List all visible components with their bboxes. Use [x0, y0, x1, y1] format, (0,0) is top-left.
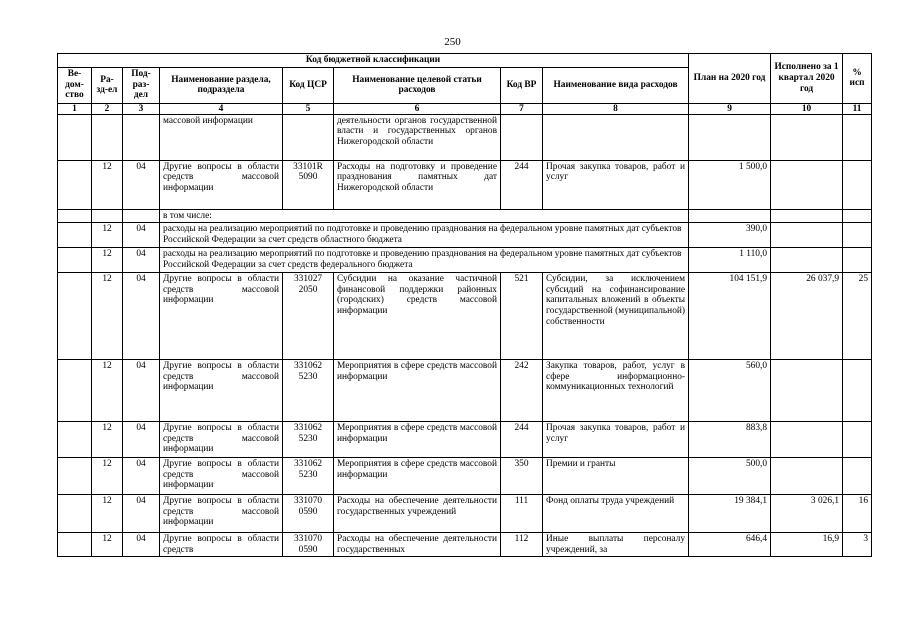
cell-exec: 3 026,1	[771, 495, 843, 533]
cell-pct: 3	[843, 533, 872, 557]
column-number: 1	[58, 103, 92, 114]
cell-plan: 1 500,0	[689, 160, 771, 209]
cell-vr: 244	[501, 422, 543, 458]
cell-razdel: 12	[92, 360, 123, 422]
cell-ved	[58, 458, 92, 495]
cell-target: Расходы на обеспечение деятельности государственных	[334, 533, 501, 557]
column-number: 9	[689, 103, 771, 114]
table-row	[58, 114, 872, 160]
cell-csr: 331070 0590	[283, 495, 334, 533]
header-code-vr: Код ВР	[501, 67, 543, 103]
cell-exec: 26 037,9	[771, 273, 843, 360]
cell-podrazdel: 04	[123, 458, 160, 495]
cell-csr: 331062 5230	[283, 422, 334, 458]
table-row	[58, 422, 872, 458]
cell-csr	[283, 114, 334, 160]
cell-podrazdel	[123, 114, 160, 160]
cell-target: Расходы на обеспечение деятельности государственных учреждений	[334, 495, 501, 533]
cell-vr: 521	[501, 273, 543, 360]
cell-section: Другие вопросы в области средств массовой информации	[160, 160, 283, 209]
column-number: 6	[334, 103, 501, 114]
cell-span-text: расходы на реализацию мероприятий по подготовке и проведению празднования на федеральном уровне памятных дат субъектов Российской Федерации за счет средств федерального бюджета	[160, 248, 689, 273]
in-that-number-label: в том числе:	[160, 209, 689, 223]
cell-section: массовой информации	[160, 114, 283, 160]
cell-type: Закупка товаров, работ, услуг в сфере информационно-коммуникационных технологий	[543, 360, 689, 422]
cell-type: Иные выплаты персоналу учреждений, за	[543, 533, 689, 557]
table-row	[58, 273, 872, 360]
table-row	[58, 360, 872, 422]
cell-section: Другие вопросы в области средств массовой информации	[160, 458, 283, 495]
cell-ved	[58, 422, 92, 458]
cell-exec	[771, 458, 843, 495]
cell-csr: 331070 0590	[283, 533, 334, 557]
cell-podrazdel: 04	[123, 160, 160, 209]
cell-razdel: 12	[92, 422, 123, 458]
header-section-name: Наименование раздела, подраздела	[160, 67, 283, 103]
cell-ved	[58, 273, 92, 360]
cell-section: Другие вопросы в области средств массовой информации	[160, 273, 283, 360]
cell-csr: 33101R 5090	[283, 160, 334, 209]
cell-plan: 500,0	[689, 458, 771, 495]
header-podrazdel: Под-раз-дел	[123, 67, 160, 103]
cell-pct: 25	[843, 273, 872, 360]
table-row	[58, 248, 872, 273]
table-row	[58, 458, 872, 495]
cell-pct	[843, 114, 872, 160]
cell-vr: 244	[501, 160, 543, 209]
column-number: 5	[283, 103, 334, 114]
header-code-csr: Код ЦСР	[283, 67, 334, 103]
cell-plan: 646,4	[689, 533, 771, 557]
cell-ved	[58, 495, 92, 533]
cell-type: Субсидии, за исключением субсидий на софинансирование капитальных вложений в объекты государственной (муниципальной) собственности	[543, 273, 689, 360]
cell-target: Мероприятия в сфере средств массовой информации	[334, 422, 501, 458]
cell-razdel	[92, 114, 123, 160]
cell-vr: 242	[501, 360, 543, 422]
cell-razdel: 12	[92, 248, 123, 273]
cell-section: Другие вопросы в области средств массовой информации	[160, 360, 283, 422]
cell-podrazdel: 04	[123, 422, 160, 458]
cell-pct	[843, 360, 872, 422]
cell-exec	[771, 422, 843, 458]
column-number: 2	[92, 103, 123, 114]
cell-ved	[58, 533, 92, 557]
cell-plan: 1 110,0	[689, 248, 771, 273]
cell-plan: 560,0	[689, 360, 771, 422]
cell-exec: 16,9	[771, 533, 843, 557]
cell-razdel: 12	[92, 273, 123, 360]
column-number: 7	[501, 103, 543, 114]
cell-csr: 331062 5230	[283, 458, 334, 495]
cell-vr: 112	[501, 533, 543, 557]
table-row	[58, 160, 872, 209]
cell-ved	[58, 114, 92, 160]
table-row	[58, 223, 872, 248]
cell-vr: 111	[501, 495, 543, 533]
header-type-name: Наименование вида расходов	[543, 67, 689, 103]
cell-exec	[771, 160, 843, 209]
cell-csr: 331062 5230	[283, 360, 334, 422]
column-number: 8	[543, 103, 689, 114]
header-razdel: Ра-зд-ел	[92, 67, 123, 103]
cell-podrazdel: 04	[123, 495, 160, 533]
cell-vr: 350	[501, 458, 543, 495]
table-row	[58, 533, 872, 557]
cell-razdel: 12	[92, 223, 123, 248]
cell-target: Мероприятия в сфере средств массовой информации	[334, 458, 501, 495]
header-percent: % исп	[843, 54, 872, 104]
column-number: 10	[771, 103, 843, 114]
cell-podrazdel: 04	[123, 248, 160, 273]
cell-target: Мероприятия в сфере средств массовой информации	[334, 360, 501, 422]
cell-podrazdel: 04	[123, 360, 160, 422]
cell-podrazdel: 04	[123, 533, 160, 557]
page-number: 250	[444, 36, 461, 48]
cell-plan: 104 151,9	[689, 273, 771, 360]
header-classification: Код бюджетной классификации	[58, 54, 689, 68]
cell-plan: 390,0	[689, 223, 771, 248]
cell-plan	[689, 114, 771, 160]
cell-pct	[843, 422, 872, 458]
cell-plan: 19 384,1	[689, 495, 771, 533]
cell-exec	[771, 360, 843, 422]
cell-type: Прочая закупка товаров, работ и услуг	[543, 160, 689, 209]
cell-podrazdel: 04	[123, 223, 160, 248]
cell-type: Премии и гранты	[543, 458, 689, 495]
cell-section: Другие вопросы в области средств массовой информации	[160, 422, 283, 458]
header-vedomstvo: Ве-дом-ство	[58, 67, 92, 103]
in-that-number-row	[58, 209, 872, 223]
cell-ved	[58, 360, 92, 422]
cell-razdel: 12	[92, 458, 123, 495]
cell-razdel: 12	[92, 160, 123, 209]
cell-csr: 331027 2050	[283, 273, 334, 360]
column-number: 4	[160, 103, 283, 114]
cell-plan: 883,8	[689, 422, 771, 458]
cell-ved	[58, 160, 92, 209]
column-number: 3	[123, 103, 160, 114]
cell-section: Другие вопросы в области средств	[160, 533, 283, 557]
cell-target: Субсидии на оказание частичной финансовой поддержки районных (городских) средств массовой информации	[334, 273, 501, 360]
column-numbers-row	[58, 103, 872, 114]
header-target-name: Наименование целевой статьи расходов	[334, 67, 501, 103]
cell-pct	[843, 160, 872, 209]
cell-exec	[771, 114, 843, 160]
cell-type: Фонд оплаты труда учреждений	[543, 495, 689, 533]
cell-razdel: 12	[92, 533, 123, 557]
cell-podrazdel: 04	[123, 273, 160, 360]
header-plan: План на 2020 год	[689, 54, 771, 104]
table-row	[58, 495, 872, 533]
cell-target: деятельности органов государственной власти и государственных органов Нижегородской области	[334, 114, 501, 160]
cell-type	[543, 114, 689, 160]
cell-razdel: 12	[92, 495, 123, 533]
cell-section: Другие вопросы в области средств массовой информации	[160, 495, 283, 533]
header-executed: Исполнено за 1 квартал 2020 год	[771, 54, 843, 104]
cell-vr	[501, 114, 543, 160]
cell-span-text: расходы на реализацию мероприятий по подготовке и проведению празднования на федеральном уровне памятных дат субъектов Российской Федерации за счет средств областного бюджета	[160, 223, 689, 248]
cell-type: Прочая закупка товаров, работ и услуг	[543, 422, 689, 458]
cell-pct: 16	[843, 495, 872, 533]
cell-target: Расходы на подготовку и проведение празднования памятных дат Нижегородской области	[334, 160, 501, 209]
column-number: 11	[843, 103, 872, 114]
budget-table	[57, 53, 872, 557]
cell-pct	[843, 458, 872, 495]
